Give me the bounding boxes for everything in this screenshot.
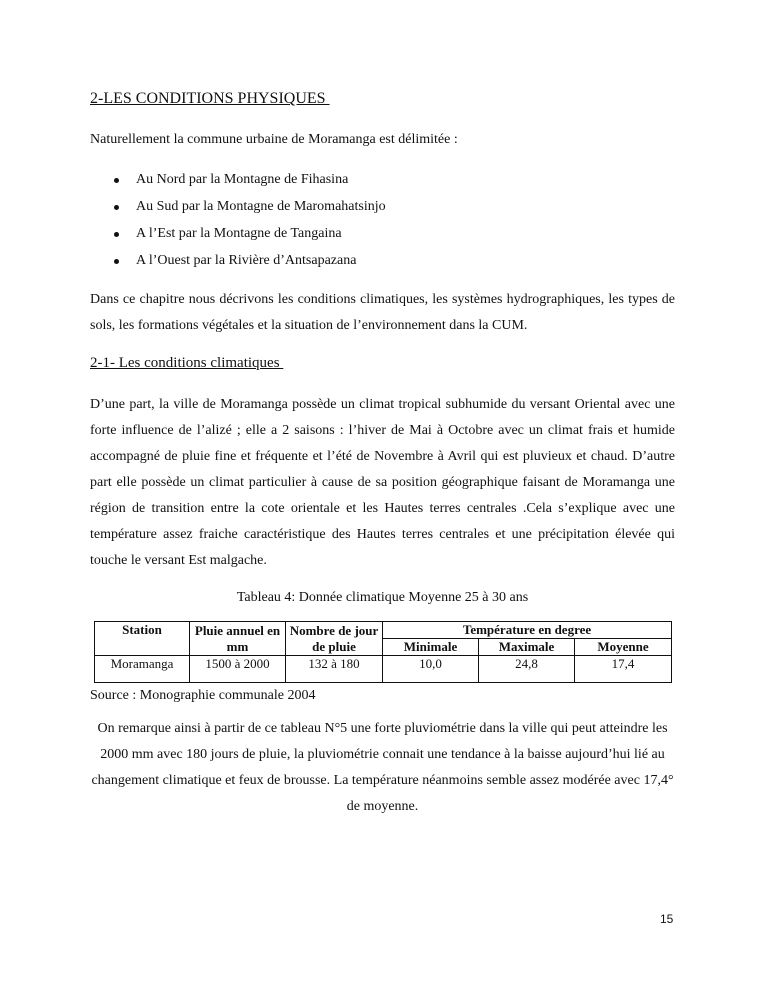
bullet-icon (114, 205, 119, 210)
list-item: A l’Est par la Montagne de Tangaina (90, 224, 386, 251)
cell-moyenne: 17,4 (575, 656, 672, 683)
intro-text: Naturellement la commune urbaine de Moramanga est délimitée : (90, 132, 458, 147)
bullet-icon (114, 178, 119, 183)
page-number: 15 (660, 912, 674, 926)
header-station: Station (95, 622, 190, 656)
cell-maximale: 24,8 (479, 656, 575, 683)
header-moyenne: Moyenne (575, 639, 672, 656)
header-maximale: Maximale (479, 639, 575, 656)
bullet-icon (114, 232, 119, 237)
chapter-paragraph: Dans ce chapitre nous décrivons les conditions climatiques, les systèmes hydrographiques, les types de sols, les formations végétales et la situation de l’environnement dans la CUM. (90, 292, 675, 333)
table-source: Source : Monographie communale 2004 (90, 688, 316, 703)
list-item: Au Nord par la Montagne de Fihasina (90, 170, 386, 197)
climate-paragraph: D’une part, la ville de Moramanga possède un climat tropical subhumide du versant Oriental avec une forte influence de l’alizé ; elle a 2 saisons : l’hiver de Mai à Octobre avec un climat frais et humide accompagné de pluie fine et fréquente et l’été de Novembre à Avril qui est pluvieux et chaud. D’autre part elle possède un climat particulier à cause de sa position géographique faisant de Moramanga une région de transition entre la cote orientale et les Hautes terres centrales .Cela s’explique avec une température assez fraiche caractéristique des Hautes terres centrales et une précipitation élevée qui touche le versant Est malgache. (90, 397, 675, 568)
cell-jours: 132 à 180 (286, 656, 383, 683)
climate-table (94, 621, 672, 683)
cell-pluie: 1500 à 2000 (190, 656, 286, 683)
remark-paragraph: On remarque ainsi à partir de ce tableau N°5 une forte pluviométrie dans la ville qui peut atteindre les 2000 mm avec 180 jours de pluie, la pluviométrie connait une tendance à la baisse aujourd’hui lié au changement climatique et feux de brousse. La température néanmoins semble assez modérée avec 17,4° de moyenne. (91, 721, 674, 814)
header-pluie: Pluie annuel en mm (190, 622, 286, 656)
table-caption: Tableau 4: Donnée climatique Moyenne 25 à 30 ans (236, 590, 529, 605)
cell-station: Moramanga (95, 656, 190, 683)
header-minimale: Minimale (383, 639, 479, 656)
bullet-icon (114, 259, 119, 264)
section-title: 2-LES CONDITIONS PHYSIQUES (90, 90, 330, 107)
boundary-list (90, 170, 386, 278)
header-temperature: Température en degree (383, 622, 672, 639)
table-row (95, 656, 672, 683)
subsection-title: 2-1- Les conditions climatiques (90, 355, 284, 371)
cell-minimale: 10,0 (383, 656, 479, 683)
header-jours: Nombre de jour de pluie (286, 622, 383, 656)
list-item: Au Sud par la Montagne de Maromahatsinjo (90, 197, 386, 224)
list-item: A l’Ouest par la Rivière d’Antsapazana (90, 251, 386, 278)
